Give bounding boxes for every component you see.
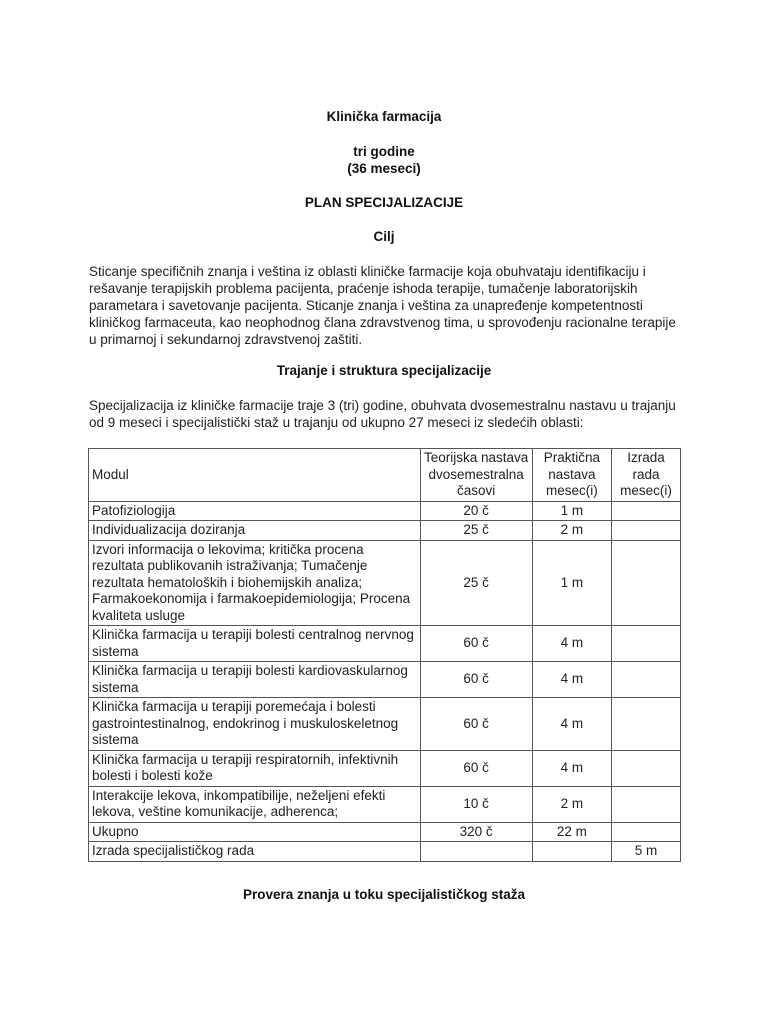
cell-module: Klinička farmacija u terapiji poremećaja i bolesti gastrointestinalnog, endokrinog i muskuloskeletnog sistema bbox=[89, 698, 421, 751]
cell-thesis bbox=[612, 501, 681, 521]
cell-thesis bbox=[612, 750, 681, 786]
cell-practical: 4 m bbox=[532, 750, 611, 786]
cell-module: Ukupno bbox=[89, 822, 421, 842]
goal-paragraph: Sticanje specifičnih znanja i veština iz oblasti kliničke farmacije koja obuhvataju identifikaciju i rešavanje terapijskih problema pacijenta, praćenje ishoda terapije, tumačenje laboratorijskih parametara i savetovanje pacijenta. Sticanje znanja i veština za unapređenje kompetentnosti kliničkog farmaceuta, kao neophodnog člana zdravstvenog tima, u sprovođenju racionalne terapije u primarnoj i sekundarnoj zdravstvenoj zaštiti. bbox=[89, 264, 676, 347]
table-row bbox=[89, 842, 681, 862]
cell-theory: 60 č bbox=[420, 698, 532, 751]
table-row bbox=[89, 822, 681, 842]
header-theory: Teorijska nastava dvosemestralna časovi bbox=[420, 449, 532, 502]
cell-thesis bbox=[612, 698, 681, 751]
cell-thesis bbox=[612, 786, 681, 822]
page-title: Klinička farmacija bbox=[326, 109, 442, 124]
cell-module: Klinička farmacija u terapiji bolesti kardiovaskularnog sistema bbox=[89, 662, 421, 698]
header-thesis: Izrada rada mesec(i) bbox=[612, 449, 681, 502]
cell-module: Individualizacija doziranja bbox=[89, 521, 421, 541]
cell-theory: 25 č bbox=[420, 540, 532, 626]
cell-theory: 320 č bbox=[420, 822, 532, 842]
cell-module: Izvori informacija o lekovima; kritička procena rezultata publikovanih istraživanja; Tumačenje rezultata hematoloških i biohemijskih analiza; Farmakoekonomija i farmakoepidemiologija; Procena kvaliteta usluge bbox=[89, 540, 421, 626]
cell-thesis bbox=[612, 662, 681, 698]
structure-paragraph: Specijalizacija iz kliničke farmacije traje 3 (tri) godine, obuhvata dvosemestralnu nastavu u trajanju od 9 meseci i specijalistički staž u trajanju od ukupno 27 meseci iz sledećih oblasti: bbox=[89, 398, 676, 430]
duration-months: (36 meseci) bbox=[347, 161, 421, 176]
cell-theory: 20 č bbox=[420, 501, 532, 521]
table-row bbox=[89, 698, 681, 751]
cell-theory: 60 č bbox=[420, 750, 532, 786]
goal-heading: Cilj bbox=[373, 229, 395, 244]
table-row bbox=[89, 626, 681, 662]
footer-heading: Provera znanja u toku specijalističkog staža bbox=[242, 887, 526, 902]
cell-practical: 4 m bbox=[532, 662, 611, 698]
cell-thesis: 5 m bbox=[612, 842, 681, 862]
duration-years: tri godine bbox=[353, 144, 415, 159]
structure-heading: Trajanje i struktura specijalizacije bbox=[276, 363, 492, 378]
table-header-row bbox=[89, 449, 681, 502]
cell-module: Interakcije lekova, inkompatibilije, neželjeni efekti lekova, veštine komunikacije, adherenca; bbox=[89, 786, 421, 822]
cell-thesis bbox=[612, 521, 681, 541]
table-row bbox=[89, 540, 681, 626]
header-module: Modul bbox=[89, 449, 421, 502]
table-row bbox=[89, 786, 681, 822]
cell-theory bbox=[420, 842, 532, 862]
cell-module: Izrada specijalističkog rada bbox=[89, 842, 421, 862]
plan-heading: PLAN SPECIJALIZACIJE bbox=[304, 195, 464, 210]
header-practical: Praktična nastava mesec(i) bbox=[532, 449, 611, 502]
cell-practical: 2 m bbox=[532, 786, 611, 822]
cell-theory: 10 č bbox=[420, 786, 532, 822]
cell-practical: 4 m bbox=[532, 698, 611, 751]
cell-module: Klinička farmacija u terapiji bolesti centralnog nervnog sistema bbox=[89, 626, 421, 662]
cell-practical bbox=[532, 842, 611, 862]
cell-practical: 22 m bbox=[532, 822, 611, 842]
cell-practical: 4 m bbox=[532, 626, 611, 662]
cell-practical: 1 m bbox=[532, 540, 611, 626]
cell-practical: 1 m bbox=[532, 501, 611, 521]
table-row bbox=[89, 662, 681, 698]
table-row bbox=[89, 750, 681, 786]
specialization-plan-table bbox=[88, 448, 681, 862]
cell-thesis bbox=[612, 822, 681, 842]
cell-module: Klinička farmacija u terapiji respiratornih, infektivnih bolesti i bolesti kože bbox=[89, 750, 421, 786]
cell-theory: 60 č bbox=[420, 626, 532, 662]
table-row bbox=[89, 501, 681, 521]
cell-module: Patofiziologija bbox=[89, 501, 421, 521]
cell-thesis bbox=[612, 540, 681, 626]
cell-practical: 2 m bbox=[532, 521, 611, 541]
cell-theory: 25 č bbox=[420, 521, 532, 541]
table-row bbox=[89, 521, 681, 541]
cell-theory: 60 č bbox=[420, 662, 532, 698]
cell-thesis bbox=[612, 626, 681, 662]
